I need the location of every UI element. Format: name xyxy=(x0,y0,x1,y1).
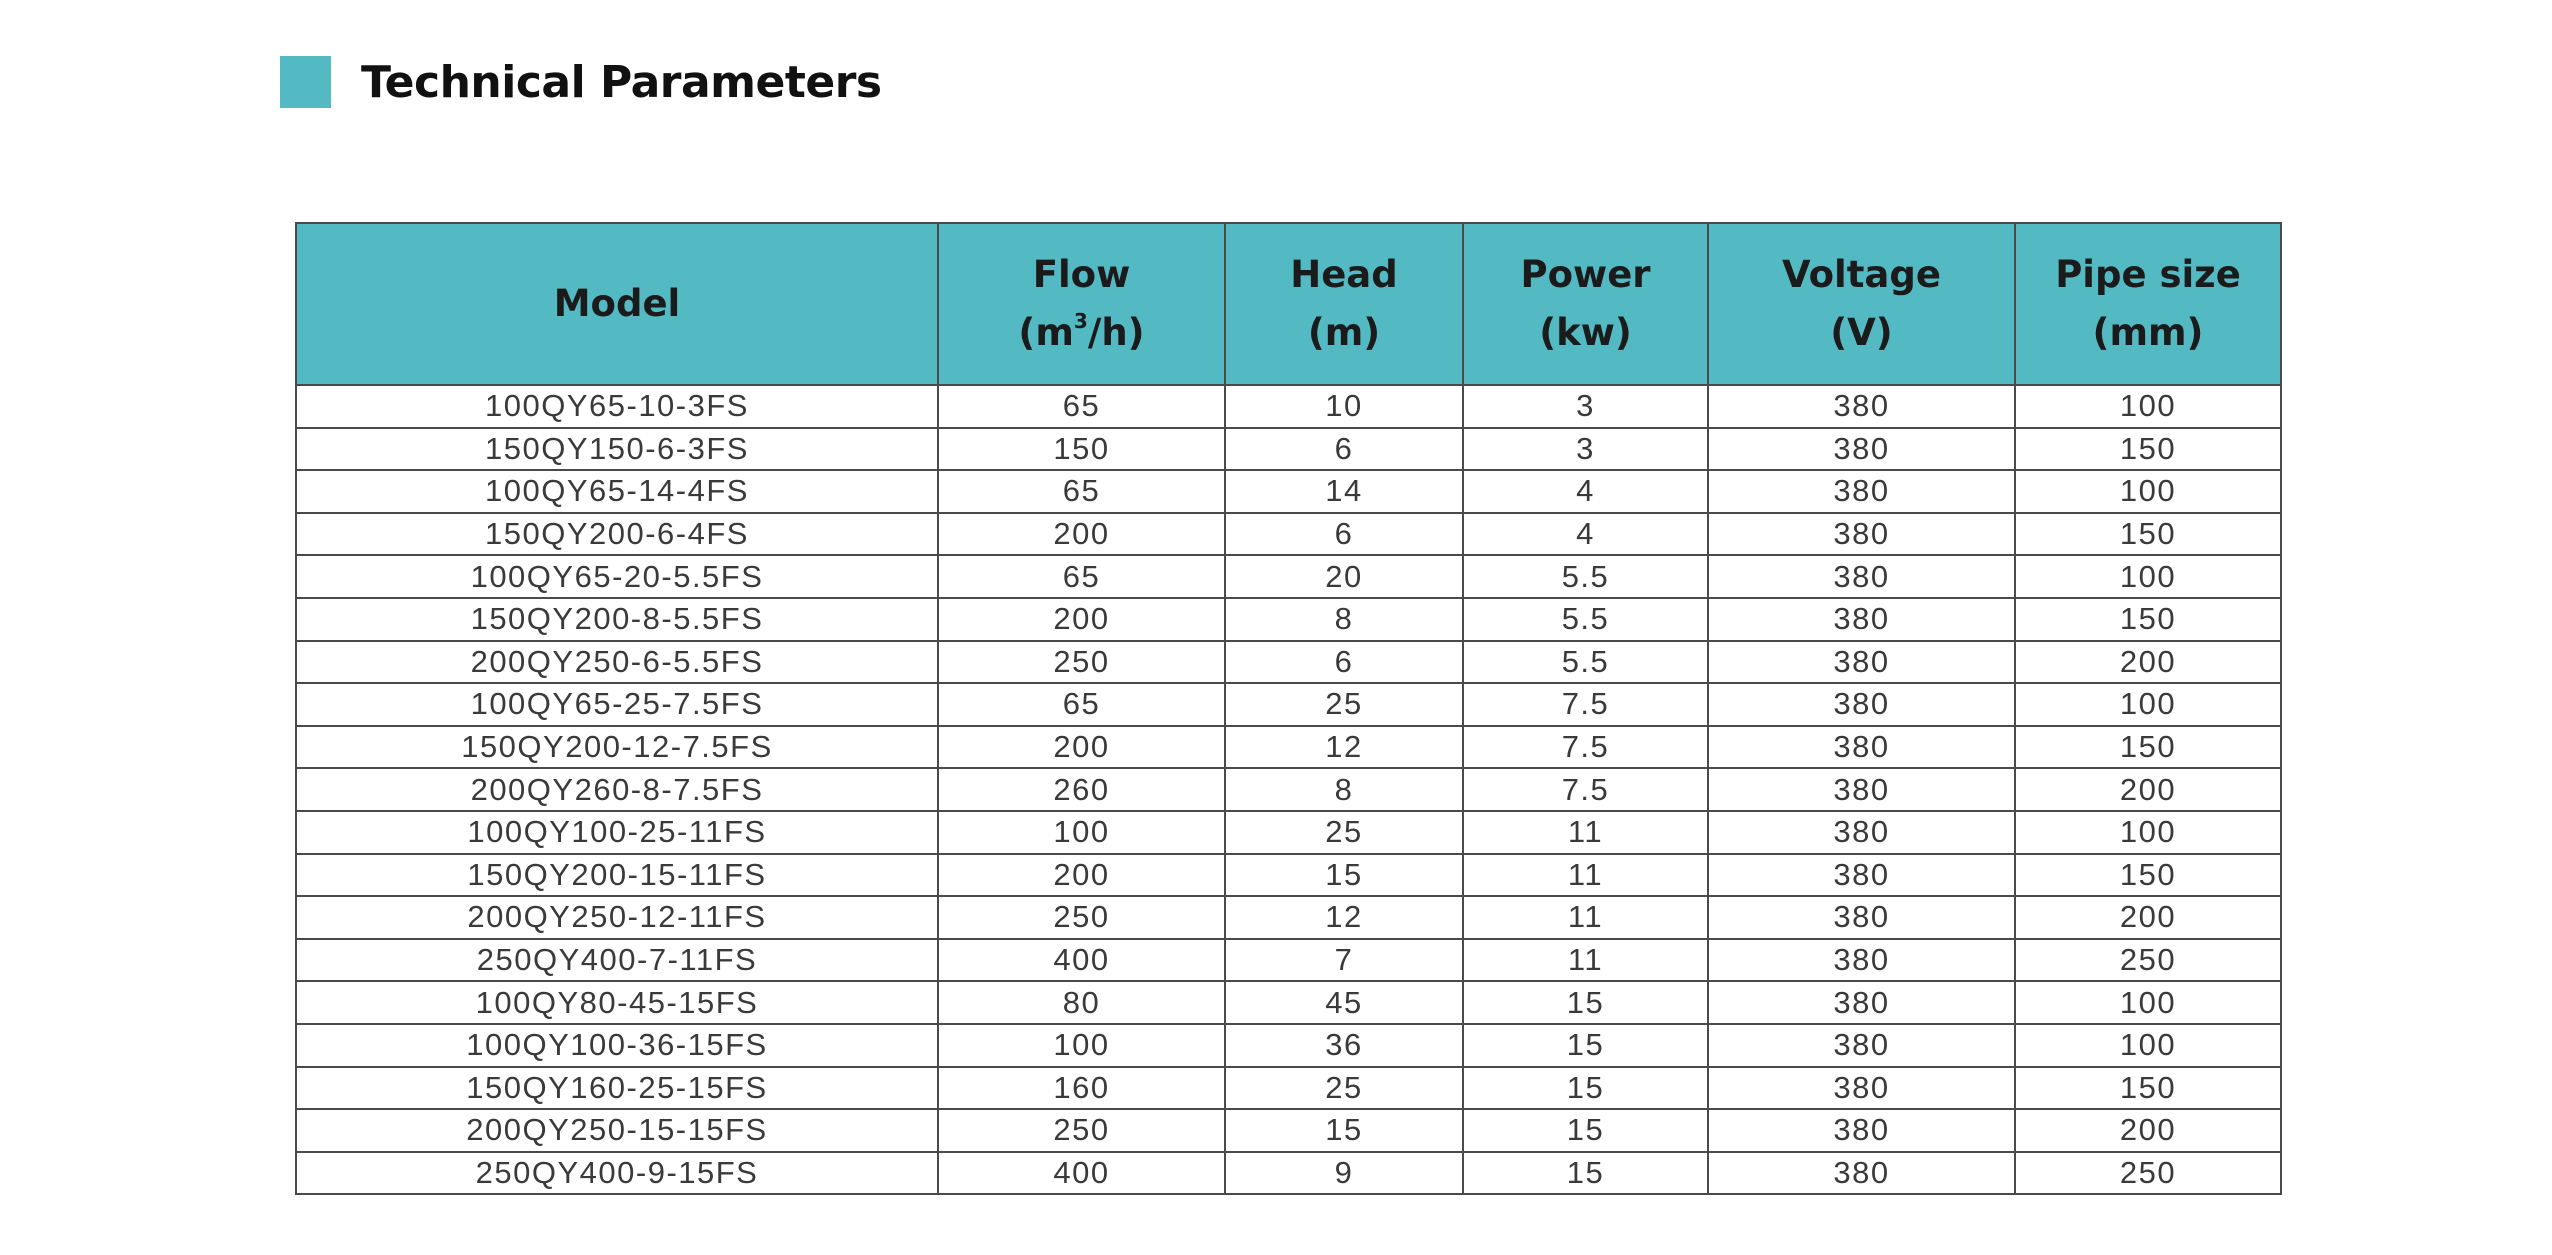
cell-model: 200QY250-15-15FS xyxy=(296,1109,938,1152)
cell-voltage: 380 xyxy=(1708,768,2015,811)
column-header-model xyxy=(296,223,938,385)
table-row xyxy=(296,513,2281,556)
heading-marker-square xyxy=(280,56,331,108)
cell-power: 7.5 xyxy=(1463,683,1708,726)
cell-power: 5.5 xyxy=(1463,555,1708,598)
cell-head: 12 xyxy=(1225,896,1463,939)
cell-voltage: 380 xyxy=(1708,683,2015,726)
cell-head: 10 xyxy=(1225,385,1463,428)
cell-model: 100QY80-45-15FS xyxy=(296,981,938,1024)
cell-flow: 200 xyxy=(938,513,1225,556)
cell-voltage: 380 xyxy=(1708,428,2015,471)
column-header-label: Model xyxy=(553,282,681,325)
section-heading xyxy=(280,56,882,108)
cell-model: 200QY260-8-7.5FS xyxy=(296,768,938,811)
column-header-label: Power xyxy=(1520,253,1651,296)
cell-model: 250QY400-9-15FS xyxy=(296,1152,938,1195)
cell-pipe-size: 100 xyxy=(2015,811,2281,854)
table-row xyxy=(296,641,2281,684)
cell-pipe-size: 100 xyxy=(2015,555,2281,598)
header-row xyxy=(296,223,2281,385)
cell-flow: 65 xyxy=(938,385,1225,428)
cell-flow: 65 xyxy=(938,555,1225,598)
cell-flow: 160 xyxy=(938,1067,1225,1110)
cell-power: 4 xyxy=(1463,513,1708,556)
table-row xyxy=(296,1152,2281,1195)
cell-head: 6 xyxy=(1225,513,1463,556)
table-row xyxy=(296,811,2281,854)
column-header-pipe-size xyxy=(2015,223,2281,385)
cell-power: 15 xyxy=(1463,1109,1708,1152)
cell-head: 20 xyxy=(1225,555,1463,598)
cell-pipe-size: 250 xyxy=(2015,939,2281,982)
table-row xyxy=(296,555,2281,598)
cell-model: 100QY65-20-5.5FS xyxy=(296,555,938,598)
cell-pipe-size: 200 xyxy=(2015,1109,2281,1152)
cell-flow: 250 xyxy=(938,896,1225,939)
cell-head: 15 xyxy=(1225,1109,1463,1152)
cell-model: 250QY400-7-11FS xyxy=(296,939,938,982)
table-row xyxy=(296,854,2281,897)
table-row xyxy=(296,598,2281,641)
cell-model: 100QY65-14-4FS xyxy=(296,470,938,513)
cell-head: 15 xyxy=(1225,854,1463,897)
cell-power: 15 xyxy=(1463,1152,1708,1195)
cell-pipe-size: 150 xyxy=(2015,1067,2281,1110)
cell-flow: 100 xyxy=(938,1024,1225,1067)
cell-model: 150QY150-6-3FS xyxy=(296,428,938,471)
cell-voltage: 380 xyxy=(1708,981,2015,1024)
cell-pipe-size: 200 xyxy=(2015,768,2281,811)
cell-flow: 200 xyxy=(938,726,1225,769)
cell-power: 4 xyxy=(1463,470,1708,513)
cell-flow: 80 xyxy=(938,981,1225,1024)
cell-power: 11 xyxy=(1463,896,1708,939)
cell-head: 25 xyxy=(1225,1067,1463,1110)
cell-pipe-size: 100 xyxy=(2015,1024,2281,1067)
cell-pipe-size: 200 xyxy=(2015,896,2281,939)
table-row xyxy=(296,1024,2281,1067)
column-header-label: Voltage xyxy=(1782,253,1941,296)
cell-power: 15 xyxy=(1463,1024,1708,1067)
cell-voltage: 380 xyxy=(1708,726,2015,769)
cell-pipe-size: 100 xyxy=(2015,981,2281,1024)
table-row xyxy=(296,726,2281,769)
cell-head: 7 xyxy=(1225,939,1463,982)
table-row xyxy=(296,428,2281,471)
cell-flow: 200 xyxy=(938,598,1225,641)
cell-power: 5.5 xyxy=(1463,598,1708,641)
cell-flow: 100 xyxy=(938,811,1225,854)
cell-voltage: 380 xyxy=(1708,385,2015,428)
cell-pipe-size: 100 xyxy=(2015,385,2281,428)
cell-voltage: 380 xyxy=(1708,1109,2015,1152)
table-header xyxy=(296,223,2281,385)
cell-head: 12 xyxy=(1225,726,1463,769)
cell-model: 100QY65-10-3FS xyxy=(296,385,938,428)
cell-head: 36 xyxy=(1225,1024,1463,1067)
cell-power: 3 xyxy=(1463,385,1708,428)
cell-voltage: 380 xyxy=(1708,1067,2015,1110)
cell-flow: 400 xyxy=(938,939,1225,982)
cell-power: 15 xyxy=(1463,981,1708,1024)
cell-voltage: 380 xyxy=(1708,811,2015,854)
cell-head: 8 xyxy=(1225,598,1463,641)
cell-model: 100QY100-25-11FS xyxy=(296,811,938,854)
cell-model: 200QY250-6-5.5FS xyxy=(296,641,938,684)
cell-power: 3 xyxy=(1463,428,1708,471)
cell-voltage: 380 xyxy=(1708,1152,2015,1195)
cell-pipe-size: 150 xyxy=(2015,598,2281,641)
column-header-voltage xyxy=(1708,223,2015,385)
cell-pipe-size: 150 xyxy=(2015,726,2281,769)
cell-head: 8 xyxy=(1225,768,1463,811)
cell-head: 45 xyxy=(1225,981,1463,1024)
cell-flow: 400 xyxy=(938,1152,1225,1195)
cell-head: 25 xyxy=(1225,683,1463,726)
table-row xyxy=(296,1067,2281,1110)
cell-model: 100QY100-36-15FS xyxy=(296,1024,938,1067)
cell-pipe-size: 250 xyxy=(2015,1152,2281,1195)
cell-voltage: 380 xyxy=(1708,641,2015,684)
cell-power: 11 xyxy=(1463,811,1708,854)
cell-flow: 65 xyxy=(938,683,1225,726)
table-row xyxy=(296,896,2281,939)
cell-model: 150QY200-15-11FS xyxy=(296,854,938,897)
cell-flow: 260 xyxy=(938,768,1225,811)
table-row xyxy=(296,981,2281,1024)
page-title: Technical Parameters xyxy=(361,56,882,108)
cell-voltage: 380 xyxy=(1708,470,2015,513)
table-row xyxy=(296,1109,2281,1152)
column-header-label: Flow xyxy=(1032,253,1131,296)
cell-head: 9 xyxy=(1225,1152,1463,1195)
cell-voltage: 380 xyxy=(1708,1024,2015,1067)
table-row xyxy=(296,683,2281,726)
cell-head: 6 xyxy=(1225,428,1463,471)
cell-pipe-size: 150 xyxy=(2015,854,2281,897)
cell-pipe-size: 100 xyxy=(2015,683,2281,726)
cell-power: 11 xyxy=(1463,854,1708,897)
cell-model: 150QY200-6-4FS xyxy=(296,513,938,556)
cell-pipe-size: 200 xyxy=(2015,641,2281,684)
cell-flow: 150 xyxy=(938,428,1225,471)
table-row xyxy=(296,385,2281,428)
cell-head: 6 xyxy=(1225,641,1463,684)
cell-model: 100QY65-25-7.5FS xyxy=(296,683,938,726)
cell-voltage: 380 xyxy=(1708,854,2015,897)
cell-flow: 250 xyxy=(938,641,1225,684)
column-header-head xyxy=(1225,223,1463,385)
cell-flow: 65 xyxy=(938,470,1225,513)
cell-head: 14 xyxy=(1225,470,1463,513)
cell-pipe-size: 100 xyxy=(2015,470,2281,513)
column-header-unit: (m) xyxy=(1307,311,1381,354)
cell-power: 5.5 xyxy=(1463,641,1708,684)
table-row xyxy=(296,768,2281,811)
column-header-flow xyxy=(938,223,1225,385)
cell-power: 7.5 xyxy=(1463,768,1708,811)
technical-parameters-table xyxy=(295,222,2282,1195)
cell-model: 150QY200-8-5.5FS xyxy=(296,598,938,641)
cell-pipe-size: 150 xyxy=(2015,428,2281,471)
cell-voltage: 380 xyxy=(1708,896,2015,939)
column-header-unit: (mm) xyxy=(2092,311,2204,354)
cell-head: 25 xyxy=(1225,811,1463,854)
column-header-unit: (V) xyxy=(1830,311,1893,354)
cell-model: 200QY250-12-11FS xyxy=(296,896,938,939)
column-header-power xyxy=(1463,223,1708,385)
column-header-unit: (kw) xyxy=(1539,311,1632,354)
column-header-label: Pipe size xyxy=(2055,253,2241,296)
table-row xyxy=(296,939,2281,982)
cell-flow: 250 xyxy=(938,1109,1225,1152)
cell-voltage: 380 xyxy=(1708,555,2015,598)
cell-model: 150QY160-25-15FS xyxy=(296,1067,938,1110)
cell-pipe-size: 150 xyxy=(2015,513,2281,556)
cell-model: 150QY200-12-7.5FS xyxy=(296,726,938,769)
cell-flow: 200 xyxy=(938,854,1225,897)
column-header-label: Head xyxy=(1290,253,1398,296)
cell-power: 7.5 xyxy=(1463,726,1708,769)
cell-voltage: 380 xyxy=(1708,939,2015,982)
table-row xyxy=(296,470,2281,513)
cell-voltage: 380 xyxy=(1708,513,2015,556)
cell-power: 15 xyxy=(1463,1067,1708,1110)
cell-voltage: 380 xyxy=(1708,598,2015,641)
table-body xyxy=(296,385,2281,1194)
column-header-unit: $(m^3/h)$ xyxy=(1018,308,1145,354)
cell-power: 11 xyxy=(1463,939,1708,982)
